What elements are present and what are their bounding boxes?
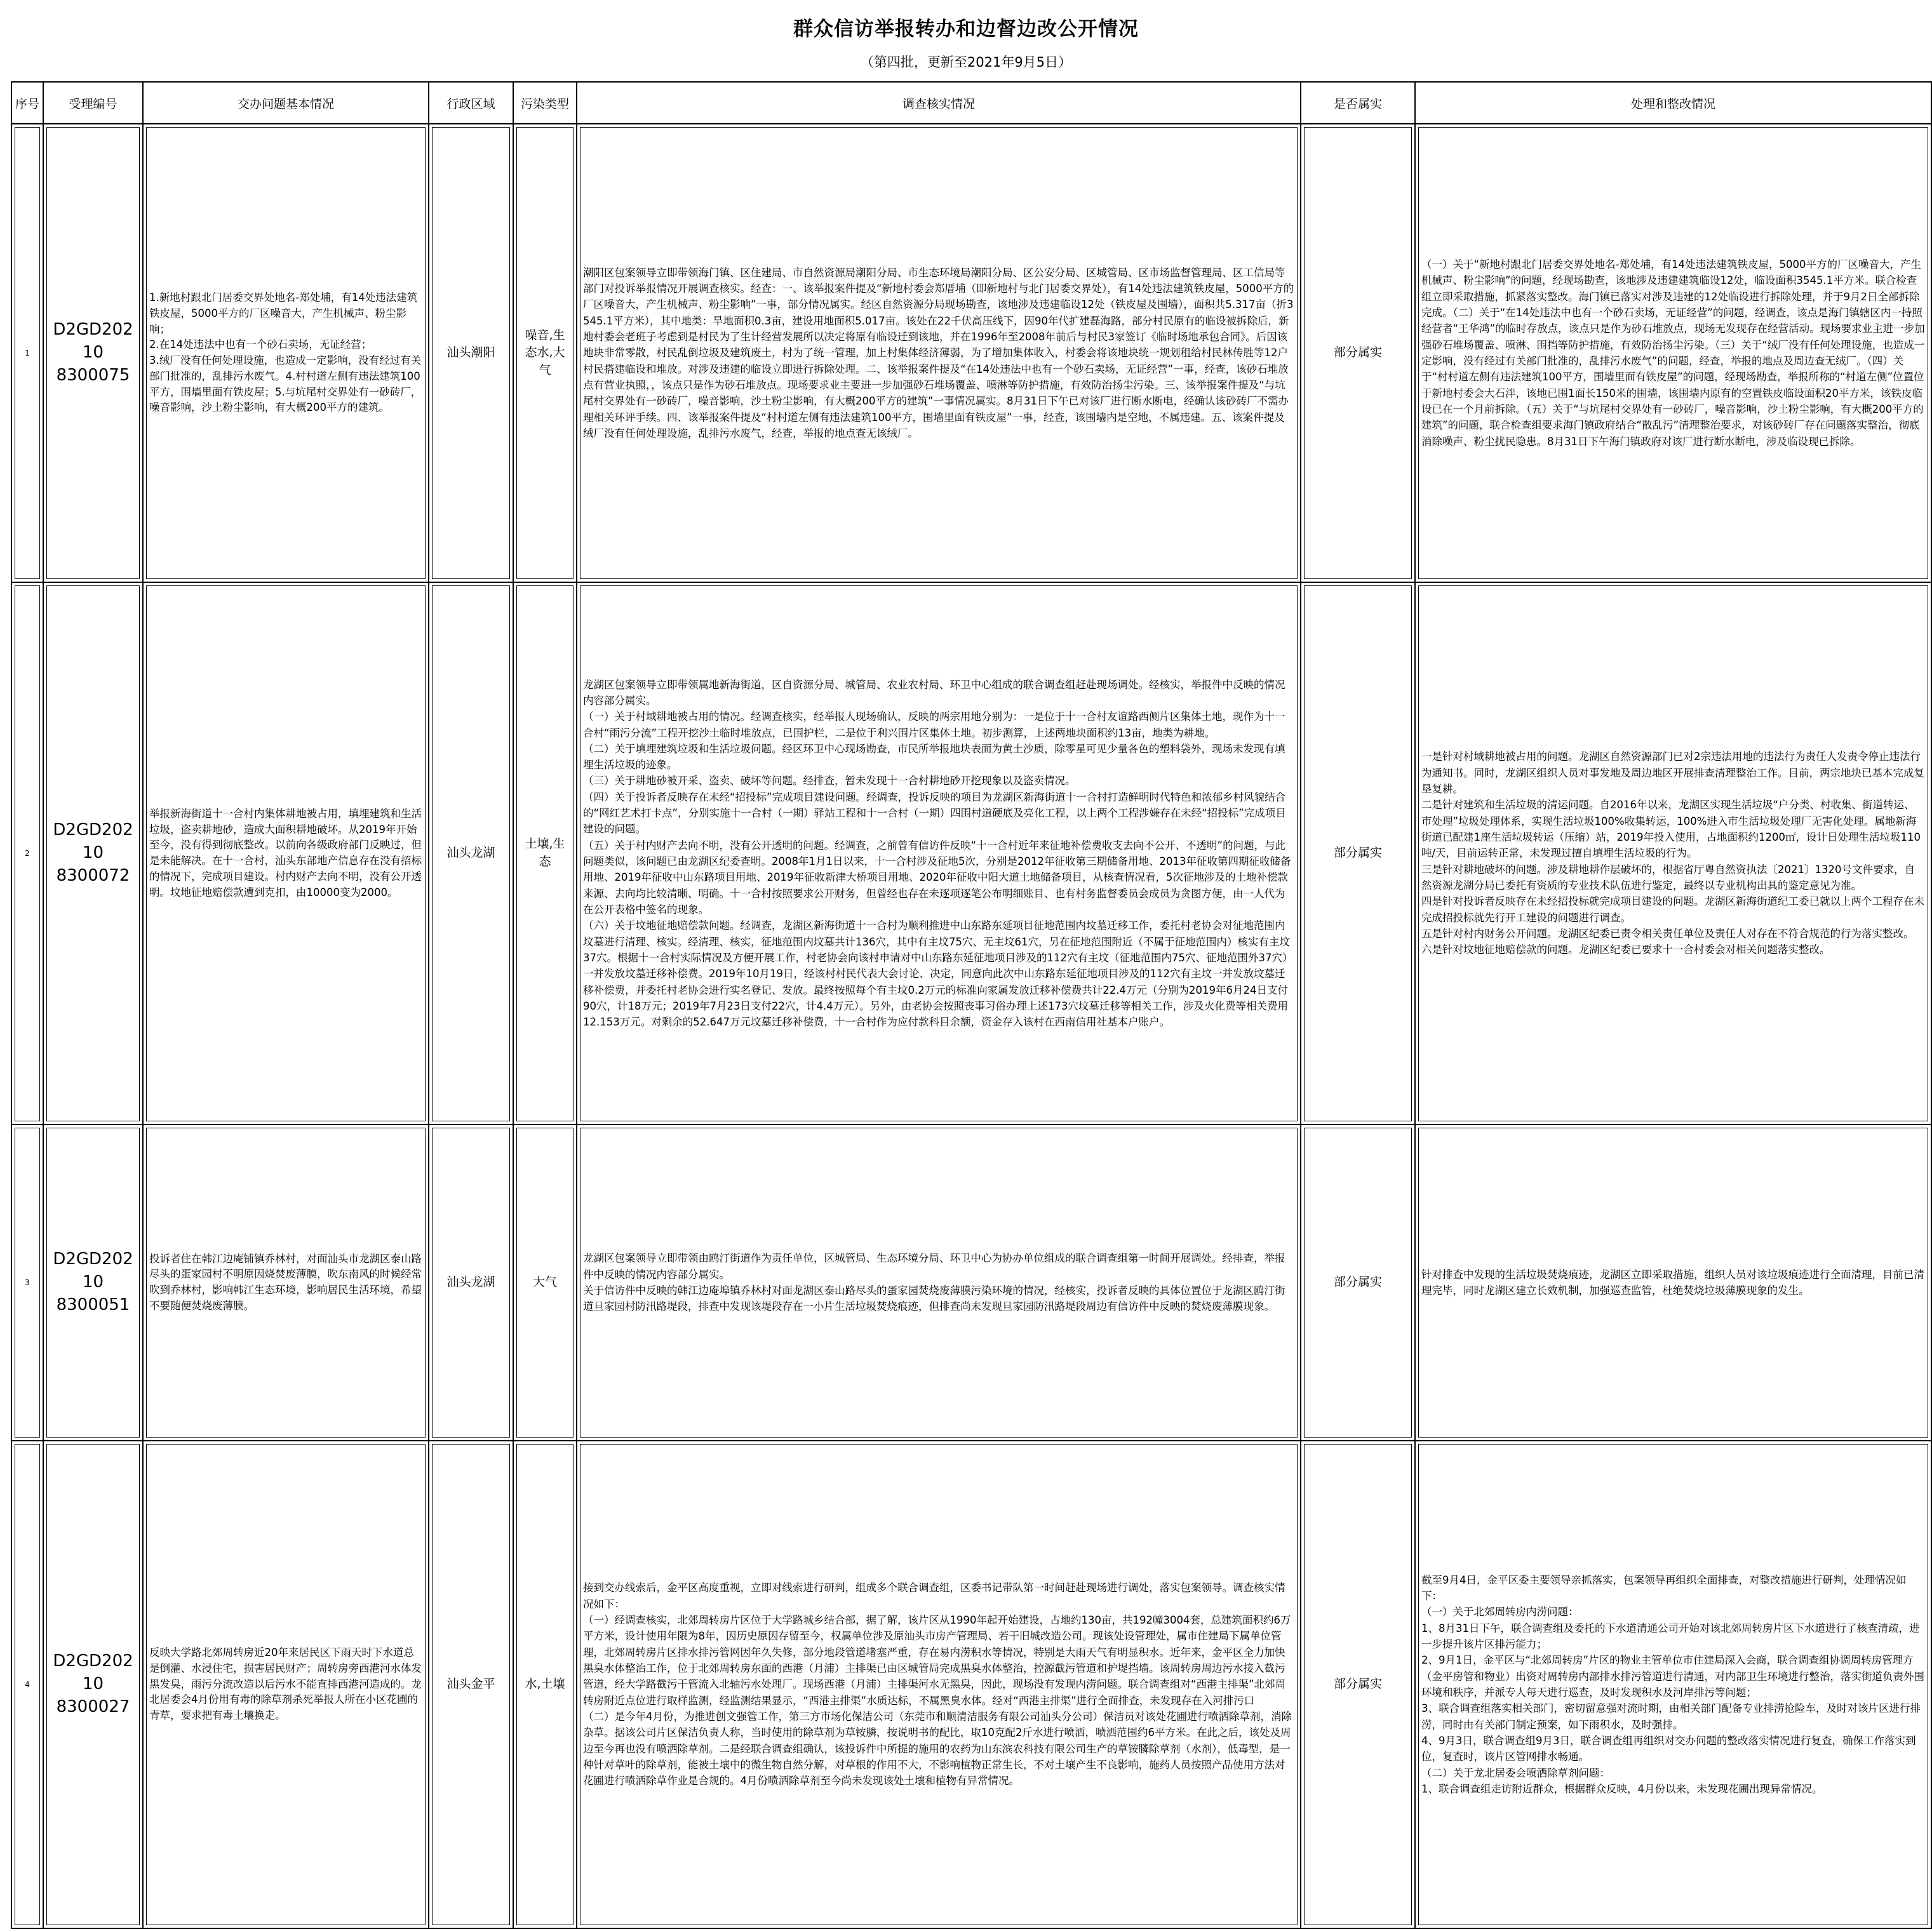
- issue-cell: [146, 1444, 426, 1925]
- seq-cell: [15, 585, 40, 1121]
- verdict-text: 部分属实: [1333, 846, 1382, 860]
- case-code: D2GD20210 8300075: [53, 320, 133, 385]
- code-cell: [46, 1444, 140, 1925]
- col-header-investigation: 调查核实情况: [577, 82, 1301, 124]
- col-header-code: 受理编号: [43, 82, 143, 124]
- handling-text: 截至9月4日，金平区委主要领导亲抓落实，包案领导再组织全面排查，对整改措施进行研判，处理情况如下： （一）关于北郊周转房内涝问题： 1、8月31日下午，联合调查组及委托的下水道清通公司开始对该北郊周转房片区下水道进行了核查清疏，进一步提升该片区排污能力； 2、9月1日，金平区与“北郊周转房”片区的物业主管单位市住建局深入会商，联合调查组协调周转房管理方（金平房管和物业）出资对周转房内部排水排污管道进行清通，对内部卫生环境进行整治，落实街道负责外围环境和秩序，并派专人每天进行巡查，及时发现积水及河岸排污等问题； 3、联合调查组落实相关部门，密切留意强对流时期，由相关部门配备专业排涝抢险车，及时对该片区进行排涝，同时由有关部门制定预案，如下雨积水，及时强排。 4、9月3日，联合调查组9月3日，联合调查组再组织对交办问题的整改落实情况进行复查，确保工作落实到位，复查时，该片区管网排水畅通。 （二）关于龙北居委会喷洒除草剂问题： 1、联合调查组走访附近群众，根据群众反映，4月份以来，未发现花圃出现异常情况。: [1421, 1573, 1924, 1795]
- investigation-cell: [580, 1128, 1298, 1438]
- header-row: [11, 82, 1931, 124]
- investigation-text: 龙湖区包案领导立即带领由鸥汀街道作为责任单位，区城管局、生态环境分局、环卫中心为协办单位组成的联合调查组第一时间开展调处。经排查，举报件中反映的情况内容部分属实。 关于信访件中反映的韩江边庵埠镇乔林村对面龙湖区泰山路尽头的蛋家园焚烧废薄膜污染环境的情况，经核实，投诉者反映的具体位置位于龙湖区鸥汀街道旦家园村防汛路堤段，排查中发现该堤段存在一小片生活垃圾焚烧痕迹，但排查尚未发现旦家园防汛路堤段周边有信访件中反映的焚烧废薄膜现象。: [583, 1252, 1285, 1313]
- col-header-region: 行政区域: [429, 82, 513, 124]
- handling-cell: [1418, 585, 1928, 1121]
- verdict-cell: [1304, 585, 1412, 1121]
- handling-cell: [1418, 1444, 1928, 1925]
- region-cell: [432, 585, 510, 1121]
- page-subtitle: （第四批，更新至2021年9月5日）: [860, 55, 1072, 70]
- region-text: 汕头金平: [446, 1677, 495, 1692]
- col-header-issue: 交办问题基本情况: [143, 82, 429, 124]
- investigation-cell: [580, 1444, 1298, 1925]
- issue-text: 反映大学路北郊周转房近20年来居民区下雨天时下水道总是倒灌、水浸住宅，损害居民财产；周转房旁西港河水体发黑发臭，雨污分流改造以后污水不能直排西港河造成的。龙北居委会4月份用有毒的除草剂杀死举报人所在小区花圃的青草，要求把有毒土壤换走。: [149, 1646, 422, 1722]
- pollution-cell: [516, 1444, 574, 1925]
- issue-text: 举报新海街道十一合村内集体耕地被占用，填埋建筑和生活垃圾，盗卖耕地砂，造成大面积耕地破坏。从2019年开始至今，没有得到彻底整改。以前向各级政府部门反映过，但是未能解决。在十一合村，汕头东部地产信息存在没有招标的情况下，完成项目建设。村内财产去向不明，没有公开透明。坟地征地赔偿款遭到克扣，由10000变为2000。: [149, 807, 422, 898]
- investigation-text: 龙湖区包案领导立即带领属地新海街道，区自资源分局、城管局、农业农村局、环卫中心组成的联合调查组赶赴现场调处。经核实，举报件中反映的情况内容部分属实。 （一）关于村域耕地被占用的情况。经调查核实，经举报人现场确认，反映的两宗用地分别为：一是位于十一合村友谊路西侧片区集体土地，现作为十一合村“雨污分流”工程开挖沙土临时堆放点，已围护栏，二是位于利兴围片区集体土地。初步测算，上述两地块面积约13亩，地类为耕地。 （二）关于填埋建筑垃圾和生活垃圾问题。经区环卫中心现场勘查，市民所举报地块表面为黄土沙质，除零星可见少量各色的塑料袋外，现场未发现有填埋生活垃圾的迹象。 （三）关于耕地砂被开采、盗卖、破坏等问题。经排查，暂未发现十一合村耕地砂开挖现象以及盗卖情况。 （四）关于投诉者反映存在未经“招投标”完成项目建设问题。经调查，投诉反映的项目为龙湖区新海街道十一合村打造鲜明时代特色和浓郁乡村风貌结合的“网红艺术打卡点”，分别实施十一合村（一期）驿站工程和十一合村（一期）四围村道硬底及亮化工程，以上两个工程涉嫌存在未经“招投标”完成项目建设的问题。 （五）关于村内财产去向不明，没有公开透明的问题。经调查，之前曾有信访件反映“十一合村近年来征地补偿费收支去向不公开、不透明”的问题，与此问题类似，该问题已由龙湖区纪委查明。2008年1月1日以来，十一合村涉及征地5次，分别是2012年征收第三期储备用地、2013年征收第四期征收储备用地、2019年征收中山东路项目用地、2019年征收新津大桥项目用地、2020年征收中阳大道土地储备项目，从核查情况看，5次征地涉及的土地补偿款来源、去向均比较清晰、明确。十一合村按照要求公开财务，但曾经也存在未逐项逐笔公布明细账目、也有村务监督委员会成员为贪图方便，由一人代为在公开表格中签名的现象。 （六）关于坟地征地赔偿款问题。经调查，龙湖区新海街道十一合村为顺利推进中山东路东延项目征地范围内坟墓迁移工作，委托村老协会对征地范围内坟墓进行清理、核实。经清理、核实，征地范围内坟墓共计136穴，其中有主坟75穴、无主坟61穴，另在征地范围附近（不属于征地范围内）核实有主坟37穴。根据十一合村实际情况及方便开展工作，村老协会向该村申请对中山东路东延征地项目涉及的112穴有主坟（征地范围内75穴、征地范围外37穴）一并发放坟墓迁移补偿费。2019年10月19日，经该村村民代表大会讨论、决定，同意向此次中山东路东延征地项目涉及的112穴有主坟一并发放坟墓迁移补偿费，并委托村老协会进行实名登记、发放。最终按照每个有主坟0.2万元的标准向家属发放迁移补偿费共计22.4万元（分别为2019年6月24日支付90穴，计18万元；2019年7月23日支付22穴，计4.4万元）。另外，由老协会按照丧事习俗办理上述173穴坟墓迁移等相关工作，涉及火化费等相关费用12.153万元。对剩余的52.647万元坟墓迁移补偿费，十一合村作为应付款科目余额，资金存入该村在西南信用社基本户账户。: [583, 678, 1293, 1029]
- handling-text: 一是针对村域耕地被占用的问题。龙湖区自然资源部门已对2宗违法用地的违法行为责任人发责令停止违法行为通知书。同时，龙湖区组织人员对事发地及周边地区开展排查清理整治工作。目前，两宗地块已基本完成复垦复耕。 二是针对建筑和生活垃圾的清运问题。自2016年以来，龙湖区实现生活垃圾“户分类、村收集、街道转运、市处理”垃圾处理体系，实现生活垃圾100%收集转运，100%进入市生活垃圾处理厂无害化处理。属地新海街道已配建1座生活垃圾转运（压缩）站，2019年投入使用，占地面积约1200㎡，设计日处理生活垃圾110吨/天，目前运转正常，未发现过擅自填埋生活垃圾的行为。 三是针对耕地破坏的问题。涉及耕地耕作层破坏的，根据省厅粤自然资执法〔2021〕1320号文件要求，自然资源龙湖分局已委托有资质的专业技术队伍进行鉴定，最终以专业机构出具的鉴定意见为准。 四是针对投诉者反映存在未经招投标就完成项目建设的问题。龙湖区新海街道纪工委已就以上两个工程存在未完成招投标就先行开工建设的问题进行调查。 五是针对村内财务公开问题。龙湖区纪委已责令相关责任单位及责任人对存在不符合规范的行为落实整改。 六是针对坟地征地赔偿款的问题。龙湖区纪委已要求十一合村委会对相关问题落实整改。: [1421, 751, 1924, 956]
- pollution-text: 大气: [532, 1275, 557, 1290]
- code-cell: [46, 127, 140, 579]
- table-row: [11, 1441, 1931, 1928]
- issue-text: 投诉者住在韩江边庵铺镇乔林村，对面汕头市龙湖区泰山路尽头的蛋家园村不明原因烧焚废薄膜，吹东南风的时候经常吹到乔林村，影响韩江生态环境，影响居民生活环境，希望不要随便焚烧废薄膜。: [149, 1252, 422, 1312]
- report-table: [11, 81, 1932, 1929]
- pollution-text: 水,土壤: [525, 1677, 565, 1692]
- handling-cell: [1418, 1128, 1928, 1438]
- col-header-handling: 处理和整改情况: [1415, 82, 1931, 124]
- investigation-text: 接到交办线索后，金平区高度重视，立即对线索进行研判，组成多个联合调查组，区委书记带队第一时间赶赴现场进行调处，落实包案领导。调查核实情况如下： （一）经调查核实，北郊周转房片区位于大学路城乡结合部，据了解，该片区从1990年起开始建设，占地约130亩，共192幢3004套，总建筑面积约6万平方米，设计使用年限为8年，因历史原因存留至今，权属单位涉及原汕头市房产管理局、若干旧城改造公司。现该处设管理处，属市住建局下属单位管理，北郊周转房片区排水排污管网因年久失修，部分地段管道堵塞严重，存在易内涝积水等情况，特别是大雨天气有明显积水。近年来，金平区全力加快黑臭水体整治工作，位于北郊周转房东面的西港（月浦）主排渠已由区城管局完成黑臭水体整治，控源截污管道和护堤挡墙。该周转房周边污水接入截污管道，经大学路截污干管流入北轴污水处理厂。现场西港（月浦）主排渠河水无黑臭，因此，现场没有发现内涝问题。联合调查组对“西港主排渠”北郊周转房附近点位进行取样监测，经监测结果显示，“西港主排渠”水质达标，不属黑臭水体。经对“西港主排渠”进行全面排查，未发现存在入河排污口 （二）是今年4月份，为推进创文强管工作，第三方市场化保洁公司（东莞市和顺清洁服务有限公司汕头分公司）保洁员对该处花圃进行喷洒除草剂，消除杂草。据该公司片区保洁负责人称，当时使用的除草剂为草铵膦，按说明书的配比，取10克配2斤水进行喷洒，喷洒范围约6平方米。在此之后，该处及周边至今再也没有喷洒除草剂。二是经联合调查组确认，该投诉件中所提的施用的农药为山东滨农科技有限公司生产的草铵膦除草剂（水剂），低毒型，是一种针对草叶的除草剂，能被土壤中的微生物自然分解，对草根的作用不大，不影响植物正常生长，不对土壤产生不良影响，施药人员按照产品使用方法对花圃进行喷洒除草作业是合规的。4月份喷洒除草剂至今尚未发现该处土壤和植物有异常情况。: [583, 1582, 1292, 1787]
- pollution-cell: [516, 585, 574, 1121]
- issue-cell: [146, 585, 426, 1121]
- seq-cell: [15, 1128, 40, 1438]
- verdict-cell: [1304, 127, 1412, 579]
- region-cell: [432, 1128, 510, 1438]
- code-cell: [46, 585, 140, 1121]
- verdict-cell: [1304, 1444, 1412, 1925]
- handling-cell: [1418, 127, 1928, 579]
- handling-text: （一）关于“新地村跟北门居委交界处地名-郑处埔，有14处违法建筑铁皮屋，5000平方的厂区噪音大，产生机械声、粉尘影响”的问题，经现场勘查，该地涉及违建建筑临设12处，临设面积3545.1平方米。联合检查组立即采取措施，抓紧落实整改。海门镇已落实对涉及违建的12处临设进行拆除处理，并于9月2日全部拆除完成。（二）关于“在14处违法中也有一个砂石卖场，无证经营”的问题，经调查，该点是海门镇辖区内一持照经营者“王华鸿”的临时存放点，该点只是作为砂石堆放点，现场无发现存在经营活动。现场要求业主进一步加强砂石堆场覆盖、喷淋、围挡等防护措施，有效防治扬尘污染。（三）关于“绒厂没有任何处理设施，也造成一定影响，没有经过有关部门批准的，乱排污水废气”的问题，经查，举报的地点及周边查无绒厂。（四）关于“村村道左侧有违法建筑100平方，围墙里面有铁皮屋”的问题，经现场勘查，举报所称的“村道左侧”位置位于新地村委会大石泮，该地已围1面长150米的围墙，该围墙内原有的空置铁皮临设面积20平方米，该铁皮临设已在一个月前拆除。（五）关于“与坑尾村交界处有一砂砖厂，噪音影响，沙土粉尘影响，有大概200平方的建筑”的问题，联合检查组要求海门镇政府结合“散乱污”清理整治要求，对该砂砖厂存在问题落实整治，彻底消除噪声、粉尘扰民隐患。8月31日下午海门镇政府对该厂进行断水断电，涉及临设现已拆除。: [1421, 258, 1925, 448]
- verdict-cell: [1304, 1128, 1412, 1438]
- table-row: [11, 124, 1931, 582]
- verdict-text: 部分属实: [1333, 345, 1382, 360]
- case-code: D2GD20210 8300027: [53, 1652, 133, 1716]
- issue-text: 1.新地村跟北门居委交界处地名-郑处埔，有14处违法建筑铁皮屋，5000平方的厂区噪音大，产生机械声、粉尘影响； 2.在14处违法中也有一个砂石卖场，无证经营； 3.绒厂没有任何处理设施，也造成一定影响，没有经过有关部门批准的，乱排污水废气。4.村村道左侧有违法建筑100平方，围墙里面有铁皮屋；5.与坑尾村交界处有一砂砖厂，噪音影响，沙土粉尘影响，有大概200平方的建筑。: [149, 291, 422, 414]
- col-header-verdict: 是否属实: [1301, 82, 1415, 124]
- issue-cell: [146, 127, 426, 579]
- seq-number: 3: [25, 1278, 30, 1287]
- issue-cell: [146, 1128, 426, 1438]
- pollution-cell: [516, 127, 574, 579]
- col-header-seq: 序号: [11, 82, 43, 124]
- handling-text: 针对排查中发现的生活垃圾焚烧痕迹，龙湖区立即采取措施，组织人员对该垃圾痕迹进行全面清理，目前已清理完毕，同时龙湖区建立长效机制，加强巡查监管，杜绝焚烧垃圾薄膜现象的发生。: [1421, 1268, 1924, 1297]
- col-header-pollution: 污染类型: [513, 82, 577, 124]
- verdict-text: 部分属实: [1333, 1677, 1382, 1692]
- seq-cell: [15, 127, 40, 579]
- table-row: [11, 582, 1931, 1125]
- region-cell: [432, 127, 510, 579]
- region-text: 汕头龙湖: [446, 1275, 495, 1290]
- table-row: [11, 1125, 1931, 1441]
- seq-number: 2: [25, 849, 30, 858]
- seq-cell: [15, 1444, 40, 1925]
- pollution-text: 噪音,生态水,大气: [525, 328, 565, 377]
- case-code: D2GD20210 8300072: [53, 820, 133, 885]
- code-cell: [46, 1128, 140, 1438]
- seq-number: 1: [25, 349, 30, 357]
- region-text: 汕头龙湖: [446, 846, 495, 860]
- case-code: D2GD20210 8300051: [53, 1250, 133, 1314]
- region-text: 汕头潮阳: [446, 345, 495, 360]
- verdict-text: 部分属实: [1333, 1275, 1382, 1290]
- seq-number: 4: [25, 1680, 30, 1689]
- investigation-text: 潮阳区包案领导立即带领海门镇、区住建局、市自然资源局潮阳分局、市生态环境局潮阳分局、区公安分局、区城管局、区市场监督管理局、区工信局等部门对投诉举报情况开展调查核实。经查：一、该举报案件提及“新地村委会郑厝埔（即新地村与北门居委交界处），有14处违法建筑铁皮屋，5000平方的厂区噪音大，产生机械声、粉尘影响”一事，部分情况属实。经区自然资源分局现场勘查，该地涉及违建临设12处（铁皮屋及围墙），面积共5.317亩（折3545.1平方米），其中地类：旱地面积0.3亩，建设用地面积5.017亩。该处在22千伏高压线下，因90年代扩建磊海路，部分村民原有的临设被拆除后，新地村委会老班子考虑到是村民为了生计经营发展所以决定将原有临设迁到该地，并在1996年至2008年前后与村民3家签订《临时场地承包合同》。后因该地块非常零散，村民乱倒垃圾及建筑废土，村为了统一管理，加上村集体经济薄弱，为了增加集体收入，村委会将该地块统一规划租给村民林传胜等12户村民搭建临设和堆放。对涉及违建的临设立即进行拆除处理。二、该举报案件提及“在14处违法中也有一个砂石卖场，无证经营”一事，经查，该砂石堆放点有营业执照，，该点只是作为砂石堆放点。现场要求业主要进一步加强砂石堆场覆盖、喷淋等防护措施，有效防治扬尘污染。三、该举报案件提及“与坑尾村交界处有一砂砖厂，噪音影响，沙土粉尘影响，有大概200平方的建筑”一事情况属实。8月31日下午已对该厂进行断水断电，经确认该砂砖厂不需办理相关环评手续。四、该举报案件提及“村村道左侧有违法建筑100平方，围墙里面有铁皮屋”一事，经查，该围墙内是空地，不属违建。五、该案件提及绒厂没有任何处理设施，乱排污水废气，经查，举报的地点查无该绒厂。: [583, 266, 1294, 439]
- pollution-text: 土壤,生态: [525, 837, 565, 869]
- pollution-cell: [516, 1128, 574, 1438]
- page-title: 群众信访举报转办和边督边改公开情况: [793, 18, 1139, 41]
- region-cell: [432, 1444, 510, 1925]
- investigation-cell: [580, 585, 1298, 1121]
- investigation-cell: [580, 127, 1298, 579]
